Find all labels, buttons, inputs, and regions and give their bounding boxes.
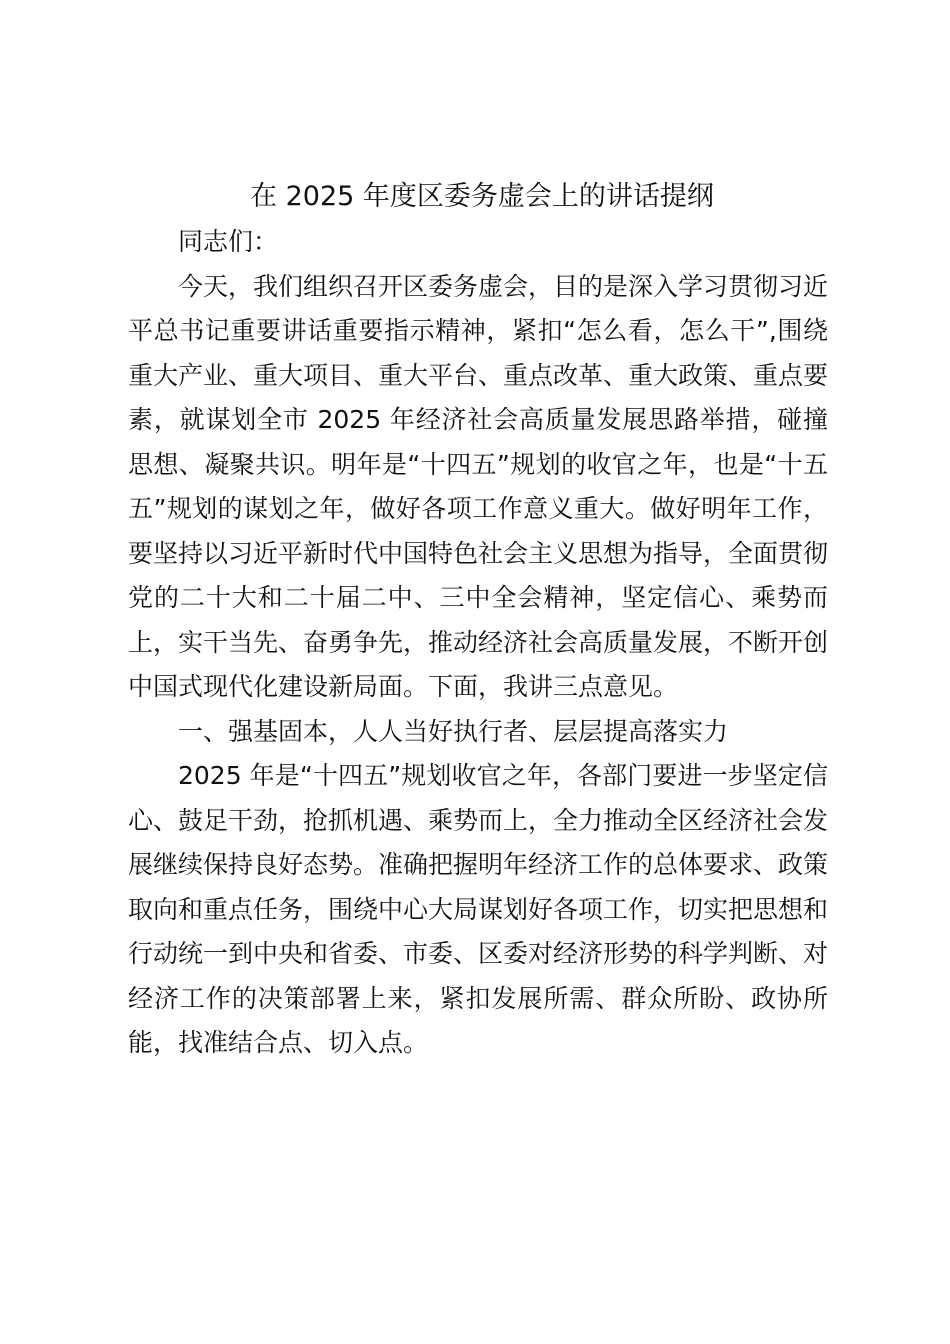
salutation: 同志们： xyxy=(178,227,279,256)
section-heading-1: 一、强基固本，人人当好执行者、层层提高落实力 xyxy=(178,716,729,746)
section-1-paragraph: 2025 年是“十四五”规划收官之年，各部门要进一步坚定信心、鼓足干劲，抢抓机遇、乘势而上，全力推动全区经济社会发展继续保持良好态势。准确把握明年经济工作的总体要求、政策取向和重点任务，围绕中心大局谋划好各项工作，切实把思想和行动统一到中央和省委、市委、区委对经济形势的科学判断、对经济工作的决策部署上来，紧扣发展所需、群众所盼、政协所能，找准结合点、切入点。 xyxy=(128,761,829,1057)
intro-paragraph: 今天，我们组织召开区委务虚会，目的是深入学习贯彻习近平总书记重要讲话重要指示精神，紧扣“怎么看，怎么干”,围绕重大产业、重大项目、重大平台、重点改革、重大政策、重点要素，就谋划全市 2025 年经济社会高质量发展思路举措，碰撞思想、凝聚共识。明年是“十四五”规划的收官之年，也是“十五五”规划的谋划之年，做好各项工作意义重大。做好明年工作，要坚持以习近平新时代中国特色社会主义思想为指导，全面贯彻党的二十大和二十届二中、三中全会精神，坚定信心、乘势而上，实干当先、奋勇争先，推动经济社会高质量发展，不断开创中国式现代化建设新局面。下面，我讲三点意见。 xyxy=(128,271,829,701)
document-title: 在 2025 年度区委务虚会上的讲话提纲 xyxy=(250,181,714,212)
document-page xyxy=(128,174,828,1066)
